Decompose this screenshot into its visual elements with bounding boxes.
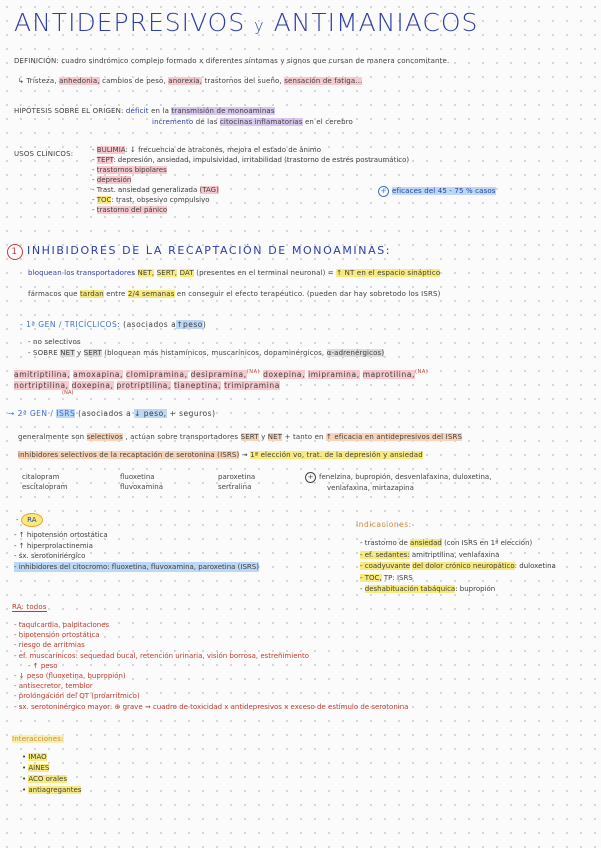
hipotesis-cerebro: en el cerebro bbox=[304, 118, 353, 126]
ra-item-citocromo: - inhibidores del citocromo: fluoxetina, fluvoxamina, paroxetina (ISRS) bbox=[14, 562, 259, 571]
indicacion-hl: del dolor crónico neuropático bbox=[412, 562, 515, 570]
interaccion-item: AINES bbox=[28, 764, 50, 772]
selectivos-text: selectivos bbox=[86, 433, 123, 441]
indicacion-item bbox=[360, 561, 556, 573]
ra-todos-item: - ↑ peso bbox=[28, 661, 58, 670]
ra-badge: RA bbox=[21, 513, 43, 527]
peso-text: cambios de peso, bbox=[102, 77, 166, 85]
drug-protriptilina: protriptilina, bbox=[116, 381, 171, 390]
maprotilina-tag: (NA) bbox=[415, 369, 429, 375]
uso-item: - TOC: trast. obsesivo compulsivo bbox=[92, 196, 210, 204]
interacciones-heading bbox=[12, 735, 64, 743]
ra-todos-list bbox=[14, 620, 408, 712]
drug-trimipramina: trimipramina bbox=[224, 381, 280, 390]
tristeza-text: ↳ Tristeza, bbox=[18, 77, 57, 85]
uso-item: - trastorno del pánico bbox=[92, 206, 168, 214]
gen1-close: ) bbox=[202, 320, 207, 329]
indicaciones-label: Indicaciones: bbox=[356, 520, 412, 529]
ra-todos-item: - ↓ peso (fluoxetina, bupropión) bbox=[14, 672, 126, 681]
isrs-col-4 bbox=[305, 472, 491, 493]
interacciones-label: Interacciones: bbox=[12, 735, 64, 743]
hipotesis-citocinas: citocinas inflamatorias bbox=[219, 118, 303, 126]
interaccion-item: IMAO bbox=[28, 753, 47, 761]
title-second: ANTIMANIACOS bbox=[273, 8, 479, 37]
bloquean-text: bloquean los transportadores bbox=[28, 269, 136, 277]
drug-citalopram: citalopram bbox=[22, 473, 60, 481]
section1-line2 bbox=[28, 290, 440, 298]
indicacion-pre: - trastorno de bbox=[360, 539, 408, 547]
sueno-text: trastornos del sueño, bbox=[204, 77, 282, 85]
gen1-drugs-row2 bbox=[14, 381, 280, 390]
gen2-note: (asociados a bbox=[78, 409, 132, 418]
gen2-title: → 2ª GEN / bbox=[8, 409, 54, 418]
drug-clomipramina: clomipramina, bbox=[126, 369, 188, 379]
espacio-sinaptico: ↑ NT en el espacio sináptico bbox=[336, 269, 441, 277]
section1-heading bbox=[7, 244, 391, 260]
tardan-text: tardan bbox=[80, 290, 104, 298]
gen1-title: - 1ª GEN / TRICÍCLICOS: bbox=[20, 320, 121, 329]
ra-todos-label: RA: todos bbox=[12, 603, 47, 611]
anorexia-text: anorexia, bbox=[168, 77, 203, 85]
ra-block-list bbox=[14, 530, 259, 572]
gen2-net: NET bbox=[267, 433, 283, 441]
sintomas-line bbox=[18, 77, 362, 85]
ra-todos-item: - taquicardia, palpitaciones bbox=[14, 621, 110, 629]
hipotesis-de-las: de las bbox=[195, 118, 218, 126]
indicaciones-list bbox=[360, 538, 556, 596]
uso-toc-desc: : trast. obsesivo compulsivo bbox=[111, 196, 210, 204]
ra-todos-item: - antisecretor, temblor bbox=[14, 682, 93, 691]
anhedonia-text: anhedonia, bbox=[59, 77, 100, 85]
ra-todos-heading bbox=[12, 603, 47, 611]
uso-bipolar: trastornos bipolares bbox=[96, 166, 167, 174]
otros-line-2: venlafaxina, mirtazapina bbox=[327, 484, 414, 492]
isrs-col-2 bbox=[120, 472, 163, 492]
drug-doxepina-2: doxepina, bbox=[71, 381, 114, 390]
drug-fluvoxamina: fluvoxamina bbox=[120, 483, 163, 491]
indicacion-item bbox=[360, 550, 556, 562]
farmacos-text: fármacos que bbox=[28, 290, 78, 298]
eficaces-note bbox=[378, 186, 496, 197]
dat-tag: DAT bbox=[179, 269, 194, 277]
indicacion-pre: - TOC, bbox=[360, 573, 382, 582]
interacciones-list: • IMAO • AINES • ACO orales • antiagregantes bbox=[22, 753, 82, 794]
y-text: y bbox=[77, 349, 82, 357]
uso-panico: trastorno del pánico bbox=[96, 206, 168, 214]
ra-todos-item: - riesgo de arritmias bbox=[14, 641, 85, 650]
section1-title: INHIBIDORES DE LA RECAPTACIÓN DE MONOAMINAS: bbox=[27, 244, 392, 257]
drug-desipramina: desipramina, bbox=[190, 369, 247, 379]
definicion-line bbox=[14, 57, 449, 65]
uso-depresion: depresión bbox=[96, 176, 132, 184]
drug-imipramina: imipramina, bbox=[308, 369, 360, 379]
gen1-heading bbox=[20, 320, 206, 329]
drug-sertralina: sertralina bbox=[218, 483, 252, 491]
eficacia-text: ↑ eficacia en antidepresivos del ISRS bbox=[326, 433, 463, 441]
indicacion-post: (con ISRS en 1ª elección) bbox=[444, 539, 533, 547]
transportadores-text: , actúan sobre transportadores bbox=[125, 433, 239, 441]
gen1-bullet-1: - no selectivos bbox=[28, 338, 81, 346]
page-title bbox=[14, 8, 478, 37]
uso-tept-desc: : depresión, ansiedad, impulsividad, irritabilidad (trastorno de estrés postraumático) bbox=[113, 156, 410, 164]
gen1-alpha: α-adrenérgicos) bbox=[326, 349, 385, 357]
hipotesis-monoaminas: transmisión de monoaminas bbox=[171, 107, 275, 115]
drug-amitriptilina: amitriptilina, bbox=[14, 369, 71, 379]
uso-item: - depresión bbox=[92, 176, 132, 184]
gen1-drugs-row1 bbox=[14, 369, 428, 379]
gen1-bullet-2 bbox=[28, 349, 384, 357]
title-main: ANTIDEPRESIVOS bbox=[14, 8, 246, 37]
section1-line1 bbox=[28, 269, 440, 277]
tanto-text: + tanto en bbox=[284, 433, 324, 441]
isrs-label: inhibidores selectivos de la recaptación de serotonina (ISRS) bbox=[18, 451, 240, 459]
uso-item: - BULIMIA: ↓ frecuencia de atracones, mejora el estado de ánimo bbox=[92, 146, 321, 154]
indicacion-pre: - bbox=[360, 585, 363, 593]
eficaces-text: eficaces del 45 - 75 % casos bbox=[392, 187, 496, 195]
desipramina-tag: (NA) bbox=[246, 369, 261, 375]
generalmente-text: generalmente son bbox=[18, 433, 85, 441]
uso-bulimia-desc: : ↓ frecuencia de atracones, mejora el estado de ánimo bbox=[125, 146, 321, 154]
ra-todos-item: - ef. muscarínicos: sequedad bucal, retención urinaria, visión borrosa, estreñimiento bbox=[14, 651, 309, 660]
uso-item: - Trast. ansiedad generalizada (TAG) bbox=[92, 186, 219, 194]
gen1-note: (asociados a bbox=[123, 320, 177, 329]
entre-text: entre bbox=[106, 290, 126, 298]
hipotesis-line-2 bbox=[152, 118, 353, 126]
drug-escitalopram: escitalopram bbox=[22, 483, 68, 491]
nortriptilina-tag: (NA) bbox=[62, 390, 74, 396]
drug-paroxetina: paroxetina bbox=[218, 473, 256, 481]
gen2-note2: + seguros) bbox=[169, 409, 216, 418]
gen2-line1 bbox=[18, 433, 462, 441]
gen1-peso: ↑peso bbox=[176, 320, 203, 329]
ra-heading: - RA bbox=[16, 513, 43, 527]
indicacion-pre: - coadyuvante bbox=[360, 562, 411, 570]
indicacion-item bbox=[360, 584, 556, 596]
usos-label: USOS CLÍNICOS: bbox=[14, 150, 74, 158]
hipotesis-en: en la bbox=[151, 107, 170, 115]
definicion-text: cuadro sindrómico complejo formado x diferentes síntomas y signos que cursan de manera concomitante. bbox=[61, 57, 450, 65]
indicacion-post: : bupropión bbox=[455, 585, 496, 593]
gen2-isrs: ISRS bbox=[56, 409, 76, 418]
drug-maprotilina: maprotilina, bbox=[362, 369, 415, 379]
uso-item: - TEPT: depresión, ansiedad, impulsividad, irritabilidad (trastorno de estrés postraumático) bbox=[92, 156, 410, 164]
definicion-label: DEFINICIÓN: bbox=[14, 57, 59, 65]
gen2-sert: SERT bbox=[240, 433, 259, 441]
hipotesis-incremento: incremento bbox=[152, 118, 194, 126]
sert-tag: SERT, bbox=[156, 269, 178, 277]
uso-item: - trastornos bipolares bbox=[92, 166, 167, 174]
plus-circle-icon: + bbox=[305, 472, 316, 483]
ra-item: - ↑ hiperprolactinemia bbox=[14, 541, 93, 550]
uso-tept: TEPT bbox=[96, 156, 114, 164]
gen1-bloquean: (bloquean más histamínicos, muscarínicos, dopaminérgicos, bbox=[104, 349, 325, 357]
gen2-heading bbox=[8, 409, 216, 418]
semanas-text: 2/4 semanas bbox=[127, 290, 175, 298]
hipotesis-line-1 bbox=[14, 107, 275, 115]
gen1-sert: SERT bbox=[83, 349, 102, 357]
gen2-y: y bbox=[261, 433, 266, 441]
title-connector: y bbox=[254, 16, 265, 35]
net-tag: NET, bbox=[137, 269, 155, 277]
efecto-text: en conseguir el efecto terapéutico. (pueden dar hay sobretodo los ISRS) bbox=[176, 290, 441, 298]
fatiga-text: sensación de fatiga... bbox=[284, 77, 363, 85]
interaccion-item: antiagregantes bbox=[28, 786, 82, 794]
uso-tag: (TAG) bbox=[199, 186, 219, 194]
isrs-col-3 bbox=[218, 472, 255, 492]
indicacion-hl: ansiedad bbox=[410, 539, 442, 547]
indicacion-hl: deshabituación tabáquica bbox=[364, 585, 456, 593]
section1-mid: (presentes en el terminal neuronal) = bbox=[196, 269, 334, 277]
interaccion-item: ACO orales bbox=[28, 775, 67, 783]
ra-todos-item: - hipotensión ortostática bbox=[14, 631, 100, 640]
indicacion-item bbox=[360, 573, 556, 585]
uso-toc: TOC bbox=[96, 196, 112, 204]
gen2-peso: ↓ peso, bbox=[134, 409, 167, 418]
drug-amoxapina: amoxapina, bbox=[73, 369, 124, 379]
drug-fluoxetina: fluoxetina bbox=[120, 473, 155, 481]
plus-circle-icon: + bbox=[378, 186, 389, 197]
indicacion-pre: - ef. sedantes: bbox=[360, 550, 410, 559]
isrs-col-1 bbox=[22, 472, 67, 492]
indicacion-post: TP: ISRS bbox=[383, 573, 413, 582]
usos-list bbox=[92, 145, 409, 215]
uso-tag-desc: Trast. ansiedad generalizada bbox=[96, 186, 198, 194]
ra-todos-item: - prolongación del QT (proarrítmico) bbox=[14, 692, 140, 701]
sobre-text: - SOBRE bbox=[28, 349, 58, 357]
drug-doxepina: doxepina, bbox=[263, 369, 306, 379]
otros-line-1: fenelzina, bupropión, desvenlafaxina, duloxetina, bbox=[319, 473, 492, 481]
indicacion-post: : duloxetina bbox=[514, 562, 556, 570]
drug-nortriptilina: nortriptilina, bbox=[14, 381, 69, 390]
ra-item: - sx. serotoninérgico bbox=[14, 552, 86, 560]
section-number-badge: 1 bbox=[7, 244, 23, 260]
gen2-line2: inhibidores selectivos de la recaptación de serotonina (ISRS) → 1ª elección vo, trat. de la depresión y ansiedad bbox=[18, 451, 423, 459]
ra-todos-item: - sx. serotoninérgico mayor: ⊕ grave → cuadro de toxicidad x antidepresivos x exceso de estímulo de serotonina bbox=[14, 702, 409, 711]
drug-tianeptina: tianeptina, bbox=[173, 381, 222, 390]
ra-item: - ↑ hipotensión ortostática bbox=[14, 531, 108, 539]
eleccion-text: 1ª elección vo, trat. de la depresión y ansiedad bbox=[250, 451, 423, 459]
indicacion-item bbox=[360, 538, 556, 550]
hipotesis-deficit: déficit bbox=[125, 107, 149, 115]
gen1-net: NET bbox=[60, 349, 75, 357]
indicacion-post: amitriptilina, venlafaxina bbox=[411, 550, 500, 559]
hipotesis-label: HIPÓTESIS SOBRE EL ORIGEN: bbox=[14, 107, 124, 115]
uso-bulimia: BULIMIA bbox=[96, 146, 126, 154]
